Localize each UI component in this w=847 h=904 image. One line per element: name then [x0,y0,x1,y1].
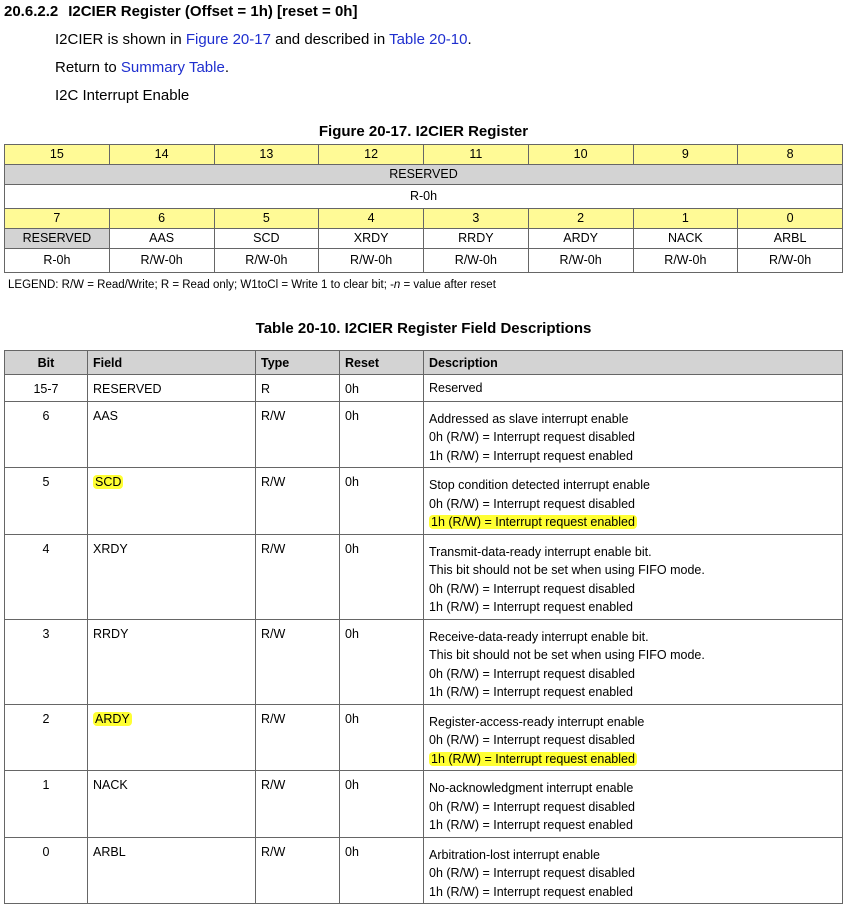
cell-field: NACK [88,771,256,838]
return-text: Return to [55,59,121,76]
field-name: SCD [214,229,319,249]
cell-reset: 0h [340,771,424,838]
access-value: R/W-0h [424,249,529,273]
access-value: R/W-0h [633,249,738,273]
bit-number: 7 [5,209,110,229]
access-value: R/W-0h [109,249,214,273]
description-line: 1h (R/W) = Interrupt request enabled [429,884,633,899]
description-line: This bit should not be set when using FIFO mode. [429,563,705,577]
field-name: RESERVED [5,165,843,185]
cell-type: R/W [256,837,340,904]
cell-description [424,534,843,619]
cell-reset: 0h [340,837,424,904]
field-row [5,229,843,249]
section-number: 20.6.2.2 [4,3,59,20]
cell-type: R/W [256,771,340,838]
cell-field: AAS [88,401,256,468]
bit-number: 15 [5,145,110,165]
register-description: I2C Interrupt Enable [55,87,190,104]
intro-text: and described in [270,31,390,48]
field-name: RRDY [424,229,529,249]
column-header: Description [424,351,843,375]
access-value: R-0h [5,185,843,209]
cell-bit: 15-7 [5,375,88,402]
description-line: Receive-data-ready interrupt enable bit. [429,629,649,644]
bit-number-row [5,145,843,165]
cell-reset: 0h [340,468,424,535]
cell-reset: 0h [340,534,424,619]
cell-bit: 5 [5,468,88,535]
cell-bit: 3 [5,619,88,704]
return-paragraph [55,59,229,76]
table-row [5,771,843,838]
description-line: 1h (R/W) = Interrupt request enabled [429,600,633,614]
bit-number: 2 [528,209,633,229]
bit-number: 13 [214,145,319,165]
table-title: Table 20-10. I2CIER Register Field Descriptions [255,320,592,337]
cell-bit: 6 [5,401,88,468]
cell-field: RESERVED [88,375,256,402]
cell-field [88,468,256,535]
bit-number: 5 [214,209,319,229]
register-diagram-lower [4,208,843,273]
highlighted-field: ARDY [95,711,130,726]
table-link[interactable]: Table 20-10 [389,31,468,48]
description-line: 1h (R/W) = Interrupt request enabled [429,818,633,832]
field-name: ARDY [528,229,633,249]
field-name: ARBL [738,229,843,249]
bit-number: 14 [109,145,214,165]
cell-bit: 1 [5,771,88,838]
bit-number: 6 [109,209,214,229]
table-row [5,401,843,468]
register-diagram-upper [4,144,843,209]
description-line: 0h (R/W) = Interrupt request disabled [429,866,635,880]
description-line: 1h (R/W) = Interrupt request enabled [429,685,633,699]
description-line: 0h (R/W) = Interrupt request disabled [429,666,635,681]
legend-text: n [393,279,401,291]
cell-type: R/W [256,704,340,771]
bit-number: 1 [633,209,738,229]
description-line: Reserved [429,381,483,395]
field-name: NACK [633,229,738,249]
bit-number: 9 [633,145,738,165]
access-value: R/W-0h [738,249,843,273]
cell-bit: 2 [5,704,88,771]
field-name: XRDY [319,229,424,249]
figure-title: Figure 20-17. I2CIER Register [318,123,529,140]
figure-link[interactable]: Figure 20-17 [185,31,271,48]
table-row [5,704,843,771]
bit-number: 8 [738,145,843,165]
description-line: This bit should not be set when using FIFO mode. [429,648,705,662]
bit-number-row [5,209,843,229]
bit-number: 11 [424,145,529,165]
description-line: Transmit-data-ready interrupt enable bit. [429,544,652,559]
field-name: RESERVED [5,229,110,249]
field-row [5,165,843,185]
access-row [5,185,843,209]
cell-type: R/W [256,468,340,535]
column-header: Field [88,351,256,375]
table-row [5,534,843,619]
access-value: R/W-0h [214,249,319,273]
cell-description [424,837,843,904]
table-row [5,619,843,704]
cell-description [424,771,843,838]
description-line: 0h (R/W) = Interrupt request disabled [429,799,635,814]
cell-reset: 0h [340,704,424,771]
column-header: Type [256,351,340,375]
field-name: AAS [109,229,214,249]
summary-table-link[interactable]: Summary Table [120,59,225,76]
description-line: Register-access-ready interrupt enable [429,714,645,729]
bit-number: 4 [319,209,424,229]
cell-type: R/W [256,401,340,468]
cell-type: R/W [256,619,340,704]
cell-field: RRDY [88,619,256,704]
access-value: R/W-0h [319,249,424,273]
cell-field [88,704,256,771]
section-heading [4,3,357,20]
return-text: . [224,59,229,76]
description-line: 0h (R/W) = Interrupt request disabled [429,496,635,511]
cell-reset: 0h [340,619,424,704]
cell-type: R [256,375,340,402]
intro-paragraph [55,31,472,48]
table-row [5,468,843,535]
intro-text: I2CIER is shown in [55,31,186,48]
access-value: R/W-0h [528,249,633,273]
bit-number: 10 [528,145,633,165]
column-header: Reset [340,351,424,375]
description-line: No-acknowledgment interrupt enable [429,781,634,795]
bit-number: 0 [738,209,843,229]
description-line: 1h (R/W) = Interrupt request enabled [429,448,633,463]
legend-text: = value after reset [400,279,496,291]
cell-description [424,704,843,771]
cell-type: R/W [256,534,340,619]
description-line: 0h (R/W) = Interrupt request disabled [429,581,635,596]
description-line: Arbitration-lost interrupt enable [429,847,600,862]
highlighted-description: 1h (R/W) = Interrupt request enabled [431,515,635,529]
bit-number: 3 [424,209,529,229]
table-row [5,375,843,402]
bit-number: 12 [319,145,424,165]
cell-field: XRDY [88,534,256,619]
description-line: 0h (R/W) = Interrupt request disabled [429,430,635,444]
cell-description [424,375,843,402]
field-description-table [4,350,843,904]
table-row [5,837,843,904]
cell-reset: 0h [340,375,424,402]
table-header-row [5,351,843,375]
section-title: I2CIER Register (Offset = 1h) [reset = 0h] [68,3,358,20]
cell-bit: 4 [5,534,88,619]
legend-text: LEGEND: R/W = Read/Write; R = Read only; W1toCl = Write 1 to clear bit; - [8,279,394,291]
access-value: R-0h [5,249,110,273]
cell-description [424,619,843,704]
description-line: Stop condition detected interrupt enable [429,478,650,492]
cell-description [424,468,843,535]
highlighted-description: 1h (R/W) = Interrupt request enabled [431,751,635,766]
cell-bit: 0 [5,837,88,904]
description-line: Addressed as slave interrupt enable [429,411,629,426]
description-line: 0h (R/W) = Interrupt request disabled [429,733,635,747]
access-row [5,249,843,273]
cell-reset: 0h [340,401,424,468]
column-header: Bit [5,351,88,375]
register-legend [8,279,496,291]
cell-field: ARBL [88,837,256,904]
intro-text: . [467,31,472,48]
cell-description [424,401,843,468]
highlighted-field: SCD [95,475,122,489]
